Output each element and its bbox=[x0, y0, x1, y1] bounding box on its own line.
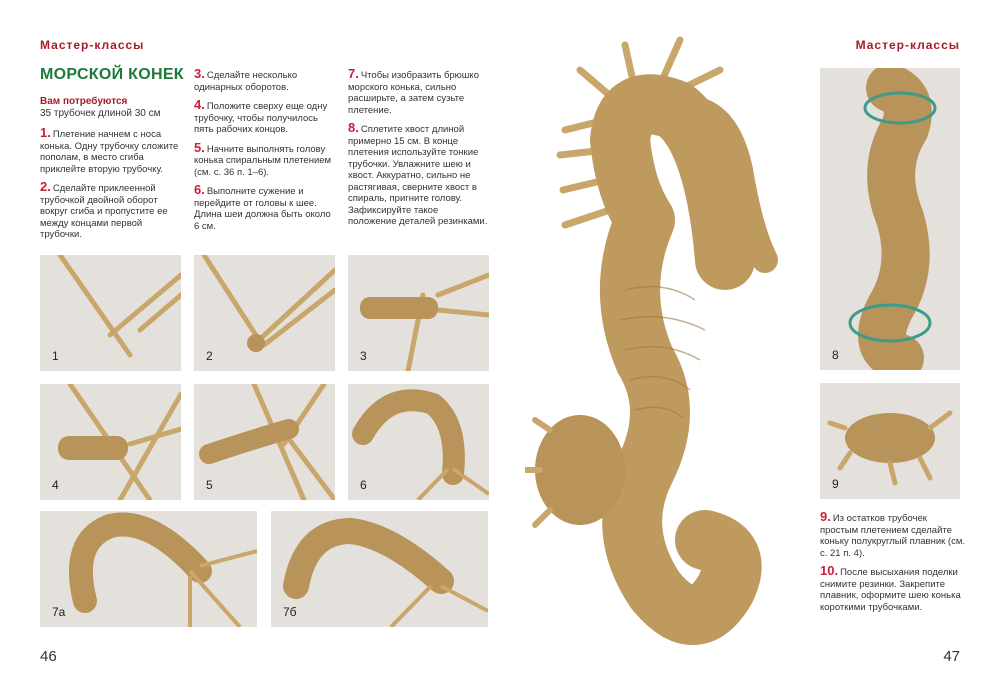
photo-step-3 bbox=[348, 255, 489, 371]
photo-label: 6 bbox=[360, 478, 367, 492]
page-title: МОРСКОЙ КОНЕК bbox=[40, 66, 184, 83]
page-number-left: 46 bbox=[40, 648, 57, 665]
photo-label: 2 bbox=[206, 349, 213, 363]
step-7: 7. Чтобы изобразить брюшко морского конька, сильно расширьте, а затем сузьте плетение. bbox=[348, 66, 479, 116]
photo-label: 7а bbox=[52, 605, 66, 619]
photo-label: 4 bbox=[52, 478, 59, 492]
step-2: 2. Сделайте приклеенной трубочкой двойной оборот вокруг сгиба и пропустите ее между концами первой трубочки. bbox=[40, 179, 168, 240]
photo-step-5 bbox=[194, 384, 335, 500]
step-5: 5. Начните выполнять голову конька спиральным плетением (см. с. 36 п. 1–6). bbox=[194, 139, 332, 178]
right-header: Мастер-классы bbox=[855, 38, 960, 52]
photo-step-8 bbox=[820, 68, 960, 370]
step-4: 4. Положите сверху еще одну трубочку, чтобы получилось пять рабочих концов. bbox=[194, 97, 328, 135]
seahorse-main-photo bbox=[525, 30, 795, 670]
steps-column-right bbox=[820, 511, 965, 619]
photo-label: 1 bbox=[52, 349, 59, 363]
photo-label: 9 bbox=[832, 477, 839, 491]
step-3: 3. Сделайте несколько одинарных оборотов. bbox=[194, 66, 298, 93]
needs-heading: Вам потребуются bbox=[40, 96, 128, 107]
steps-column-3 bbox=[348, 68, 488, 234]
steps-column-2 bbox=[194, 68, 334, 238]
photo-step-2 bbox=[194, 255, 335, 371]
step-1: 1. Плетение начнем с носа конька. Одну трубочку сложите пополам, в место сгиба приклейте вторую трубочку. bbox=[40, 125, 179, 175]
photo-step-9 bbox=[820, 383, 960, 499]
needs-text: 35 трубочек длиной 30 см bbox=[40, 108, 161, 119]
step-10: 10. После высыхания поделки снимите резинки. Закрепите плавник, оформите шею конька короткими трубочками. bbox=[820, 563, 961, 613]
page-number-right: 47 bbox=[943, 648, 960, 665]
photo-label: 7б bbox=[283, 605, 297, 619]
photo-step-7a bbox=[40, 511, 257, 627]
step-9: 9. Из остатков трубочек простым плетением сделайте коньку полукруглый плавник (см. с. 21 п. 4). bbox=[820, 509, 966, 559]
left-header: Мастер-классы bbox=[40, 38, 145, 52]
photo-step-1 bbox=[40, 255, 181, 371]
photo-step-7b bbox=[271, 511, 488, 627]
photo-label: 5 bbox=[206, 478, 213, 492]
step-6: 6. Выполните сужение и перейдите от головы к шее. Длина шеи должна быть около 6 см. bbox=[194, 182, 331, 232]
photo-step-4 bbox=[40, 384, 181, 500]
photo-label: 8 bbox=[832, 348, 839, 362]
steps-column-1 bbox=[40, 127, 180, 247]
photo-label: 3 bbox=[360, 349, 367, 363]
step-8: 8. Сплетите хвост длиной примерно 15 см. В конце плетения используйте тонкие трубочки. Увлажните шею и хвост. Аккуратно, сильно не растягивая, сверните хвост в спираль, пригните голову. Зафиксируйте такое положение деталей резинками. bbox=[348, 120, 488, 227]
photo-step-6 bbox=[348, 384, 489, 500]
